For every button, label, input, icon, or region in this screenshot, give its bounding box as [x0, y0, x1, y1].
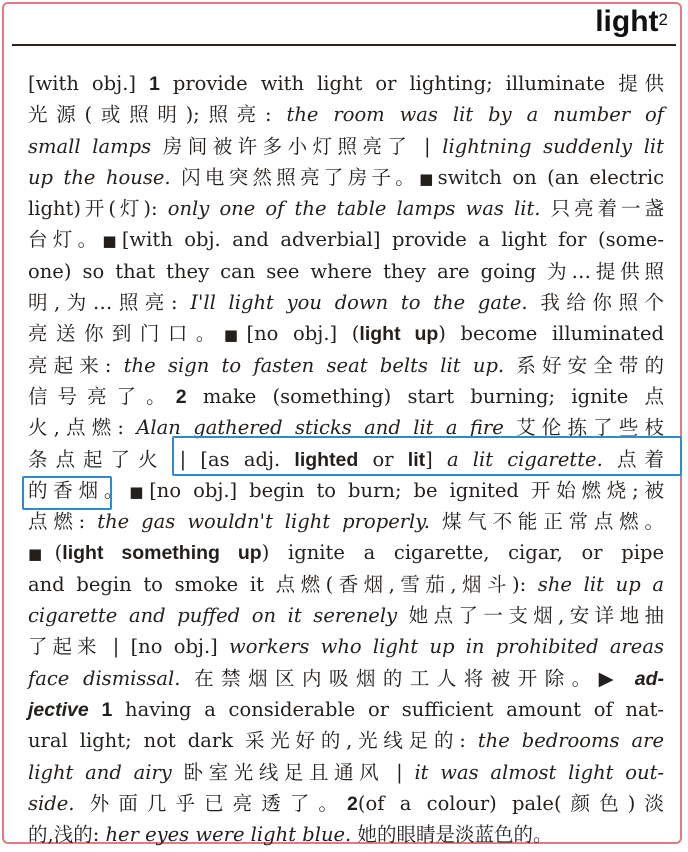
entry-text-segment: [with obj. and adverbial] provide a light for (some- [121, 228, 664, 252]
entry-text-segment: 外面几乎已亮透了。 [74, 791, 348, 815]
dictionary-entry-body [28, 68, 664, 850]
entry-line [28, 444, 664, 475]
entry-text-segment: 了起来 | [no obj.] [28, 635, 229, 659]
entry-text-segment: ) ignite a cigarette, cigar, or pipe [261, 541, 664, 565]
entry-text-segment: 台灯。 [28, 228, 103, 252]
entry-text-segment: ad- [634, 667, 664, 690]
entry-text-segment: 只亮着一盏 [540, 197, 664, 221]
entry-line [28, 412, 664, 443]
entry-text-segment: light something up [62, 542, 262, 565]
entry-text-segment: [no obj.] begin to burn; be ignited 开始燃烧;被 [149, 478, 664, 502]
entry-text-segment: [no obj.] ( [246, 322, 360, 346]
entry-text-segment: 亮起来: [28, 353, 124, 377]
entry-line [28, 318, 664, 349]
entry-text-segment: 条点起了火 | [as adj. [28, 447, 295, 471]
entry-text-segment: or [358, 447, 408, 471]
entry-text-segment: [with obj.] [28, 72, 150, 95]
entry-text-segment: lit [407, 448, 426, 471]
entry-text-segment: 1 [101, 698, 113, 721]
entry-text-segment: her eyes were light blue. [105, 823, 352, 847]
entry-text-segment: up the house. [28, 165, 171, 189]
headword-text: light [595, 5, 659, 38]
entry-line [28, 68, 664, 99]
entry-text-segment: ( [54, 541, 63, 565]
headword [595, 4, 668, 40]
square-bullet-icon: ■ [129, 482, 150, 501]
entry-line [28, 788, 664, 819]
entry-text-segment: 光源(或照明);照亮: [28, 103, 287, 127]
entry-line [28, 600, 664, 631]
entry-text-segment: 闪电突然照亮了房子。 [170, 165, 420, 189]
entry-text-segment: lightning suddenly lit [442, 134, 664, 158]
entry-text-segment: ] [425, 447, 447, 471]
entry-line [28, 350, 664, 381]
entry-text-segment: 2 [175, 385, 187, 408]
entry-text-segment: 她的眼睛是淡蓝色的。 [351, 823, 553, 847]
entry-line [28, 224, 664, 255]
entry-text-segment: 信号亮了。 [28, 384, 176, 408]
entry-line [28, 475, 664, 506]
entry-line [28, 193, 664, 224]
entry-text-segment: one) so that they can see where they are going 为…提供照 [28, 259, 664, 283]
entry-line [28, 381, 664, 412]
entry-text-segment: 2 [347, 792, 358, 815]
entry-line [28, 287, 664, 318]
entry-text-segment: light and airy [28, 760, 172, 784]
entry-text-segment: 亮送你到门口。 [28, 322, 224, 346]
entry-text-segment: the sign to fasten seat belts lit up. [123, 353, 505, 377]
entry-text-segment: 1 [149, 73, 160, 95]
entry-text-segment: 她点了一支烟,安详地抽 [397, 604, 664, 628]
entry-text-segment: jective [28, 698, 89, 721]
entry-text-segment: the bedrooms are [477, 729, 665, 753]
entry-line [28, 162, 664, 193]
entry-text-segment: 的香烟。 [28, 478, 130, 502]
entry-text-segment: 点燃: [28, 510, 98, 534]
entry-text-segment: the gas wouldn't light properly. [97, 510, 430, 534]
entry-text-segment: workers who light up in prohibited areas [229, 635, 664, 659]
entry-text-segment: 我给你照个 [527, 291, 665, 315]
entry-text-segment: the room was lit by a number of [286, 103, 664, 127]
entry-line [28, 819, 664, 850]
entry-text-segment [89, 698, 102, 721]
header-rule [12, 44, 676, 46]
entry-text-segment: ) become illuminated [438, 322, 664, 346]
entry-text-segment: switch on (an electric [437, 165, 664, 189]
entry-line [28, 757, 664, 788]
entry-text-segment: it was almost light out- [414, 760, 664, 784]
entry-text-segment: only one of the table lamps was lit. [167, 197, 541, 221]
entry-line [28, 131, 664, 162]
entry-text-segment: 卧室光线足且通风 | [171, 760, 415, 784]
entry-text-segment: 火,点燃: [28, 416, 137, 440]
entry-line [28, 506, 664, 537]
entry-line [28, 694, 664, 725]
entry-line [28, 537, 664, 568]
square-bullet-icon: ■ [28, 545, 55, 564]
entry-text-segment: face dismissal. [28, 666, 181, 690]
entry-text-segment: small lamps [28, 134, 152, 158]
square-bullet-icon: ■ [419, 169, 438, 188]
entry-line [28, 99, 664, 130]
entry-text-segment: 的,浅的: [28, 823, 106, 847]
entry-text-segment: 房间被许多小灯照亮了 | [151, 134, 443, 158]
entry-text-segment: 点着 [602, 447, 664, 471]
entry-text-segment: provide with light or lighting; illuminate 提供 [159, 72, 664, 95]
entry-text-segment: and begin to smoke it 点燃(香烟,雪茄,烟斗): [28, 572, 538, 596]
entry-text-segment: having a considerable or sufficient amount of nat- [112, 697, 664, 721]
entry-text-segment: ural light; not dark 采光好的,光线足的: [28, 729, 478, 753]
entry-text-segment: light)开(灯): [28, 197, 168, 221]
entry-text-segment: lighted [294, 448, 359, 471]
entry-line [28, 256, 664, 287]
entry-text-segment: cigarette and puffed on it serenely [28, 604, 398, 628]
homonym-number: 2 [658, 10, 668, 29]
entry-line [28, 631, 664, 662]
entry-line [28, 663, 664, 694]
entry-text-segment: light up [359, 323, 439, 346]
square-bullet-icon: ■ [102, 232, 122, 251]
entry-line [28, 725, 664, 756]
square-bullet-icon: ■ [223, 326, 247, 345]
entry-text-segment: 煤气不能正常点燃。 [429, 510, 664, 534]
entry-text-segment: make (something) start burning; ignite 点 [186, 384, 664, 408]
entry-text-segment: 艾伦拣了些枝 [503, 416, 665, 440]
entry-text-segment: I'll light you down to the gate. [190, 291, 528, 315]
entry-text-segment: a lit cigarette. [446, 447, 603, 471]
entry-text-segment: side. [28, 791, 75, 815]
entry-text-segment: (of a colour) pale(颜色)淡 [357, 791, 665, 815]
entry-text-segment: 明,为…照亮: [28, 291, 191, 315]
entry-text-segment: Alan gathered sticks and lit a fire [136, 416, 504, 440]
entry-line [28, 569, 664, 600]
entry-text-segment: she lit up a [537, 572, 664, 596]
entry-text-segment: 系好安全带的 [504, 353, 664, 377]
entry-text-segment: 在禁烟区内吸烟的工人将被开除。▶ [180, 666, 635, 690]
